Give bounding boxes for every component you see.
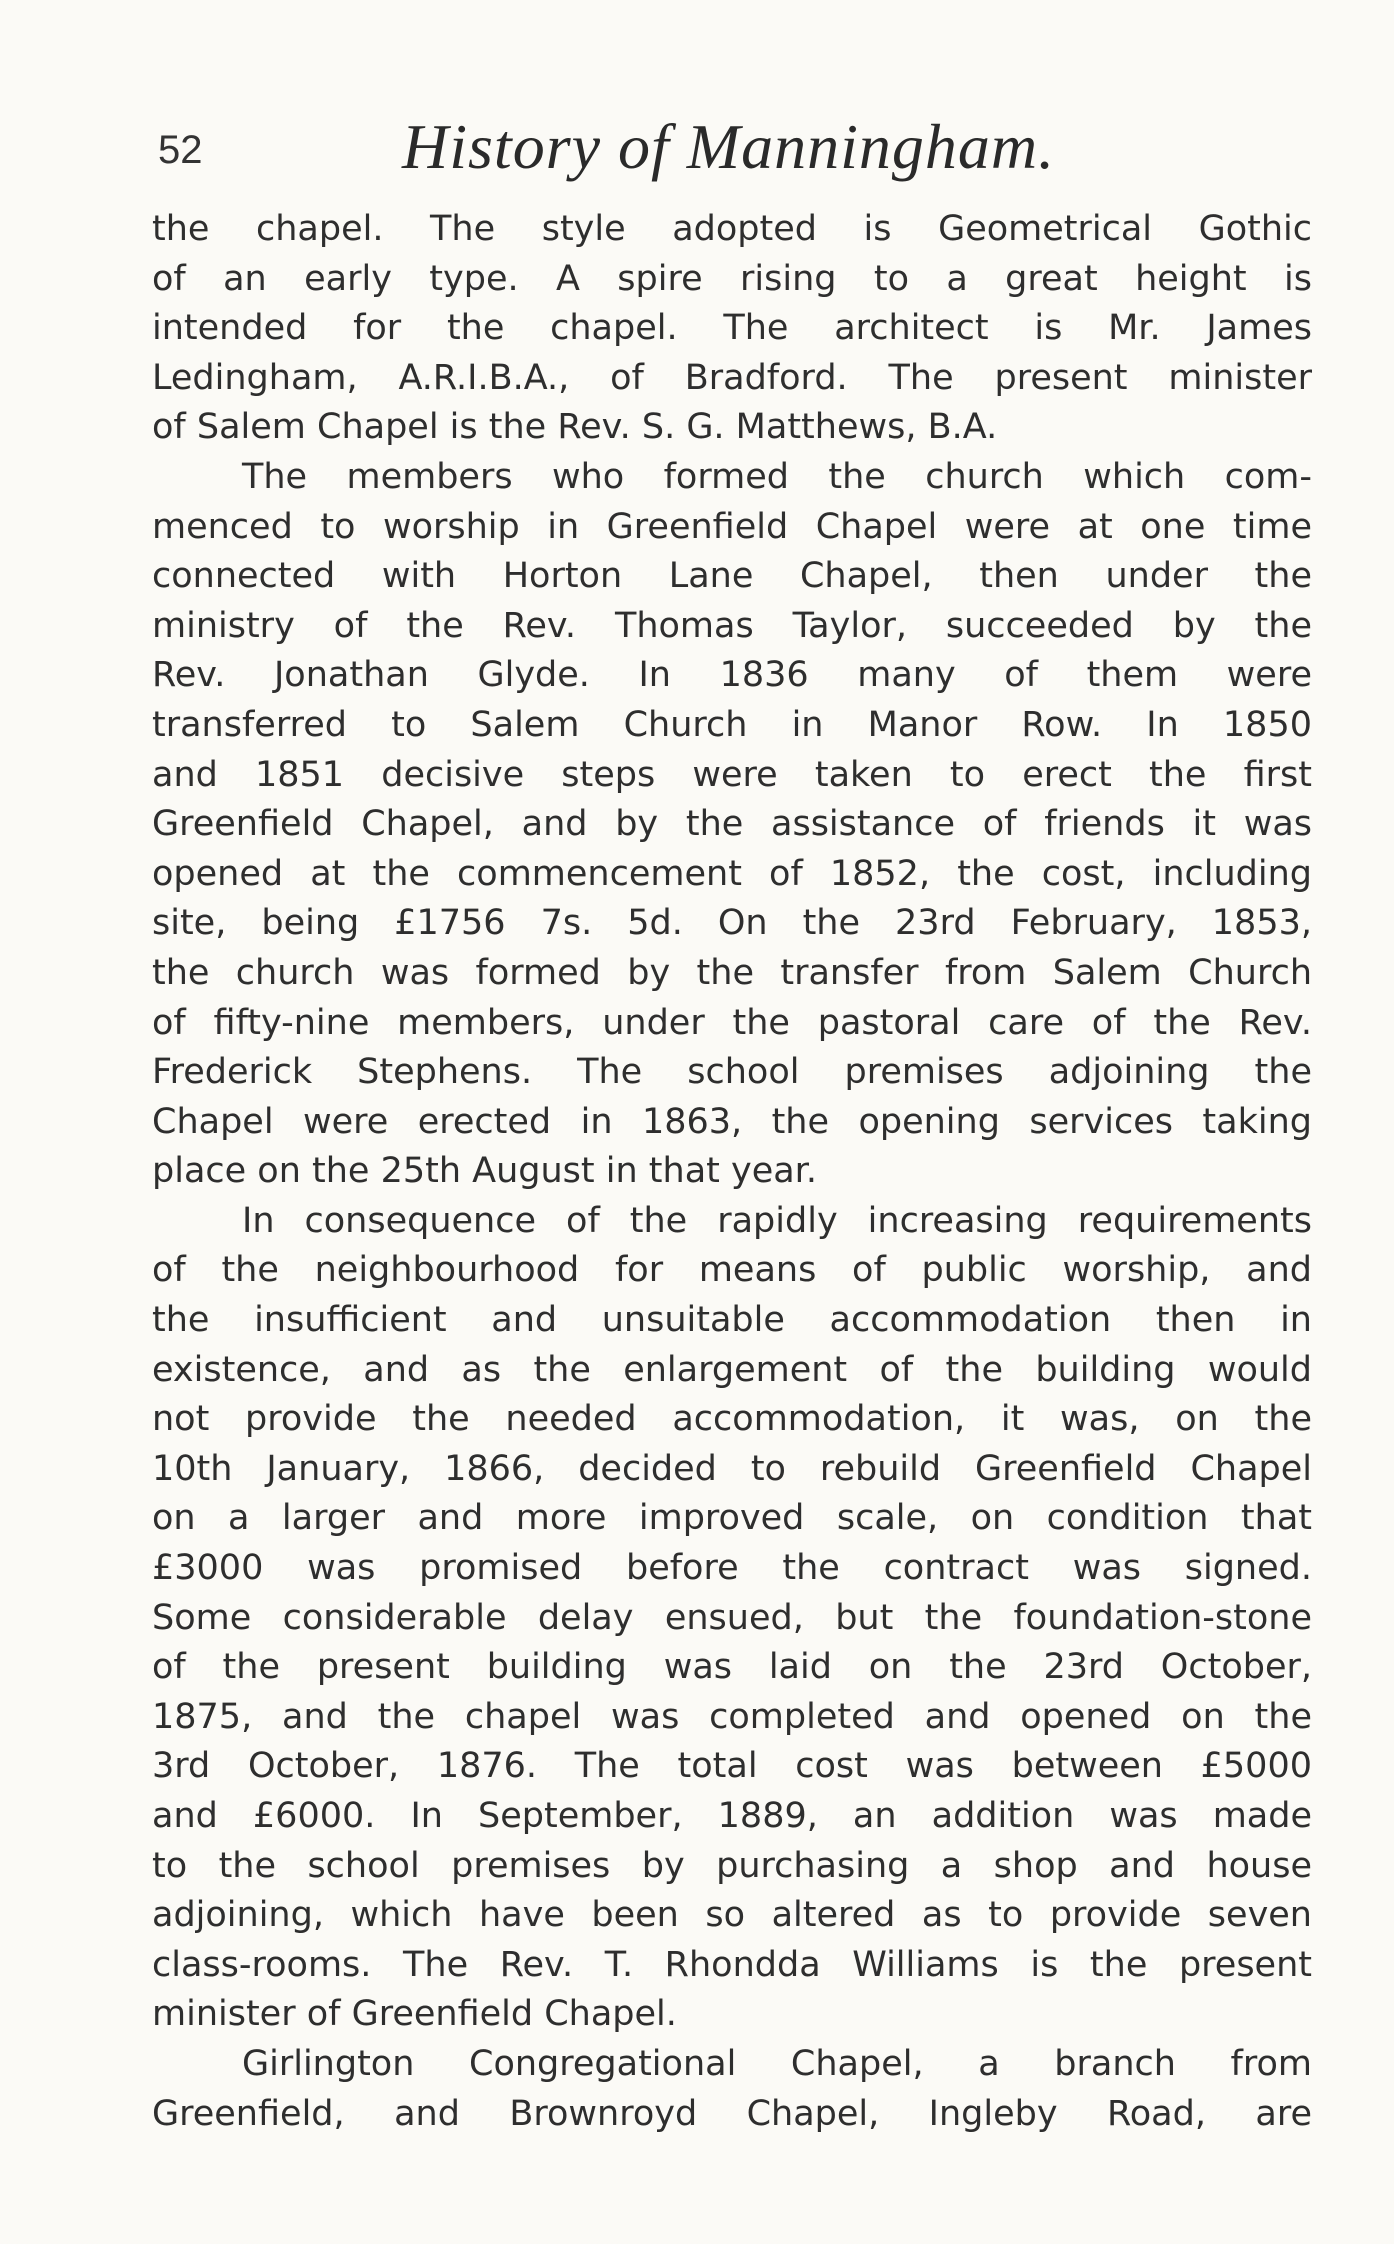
text-line: Ledingham, A.R.I.B.A., of Bradford. The present minister <box>152 357 1312 398</box>
text-line: and £6000. In September, 1889, an addition was made <box>152 1796 1312 1836</box>
text-line: £3000 was promised before the contract was signed. <box>152 1548 1312 1589</box>
text-line: Greenfield Chapel, and by the assistance of friends it was <box>152 804 1312 845</box>
text-line: of Salem Chapel is the Rev. S. G. Matthews, B.A. <box>152 407 998 448</box>
text-line: Rev. Jonathan Glyde. In 1836 many of them were <box>152 655 1312 696</box>
text-line: ministry of the Rev. Thomas Taylor, succeeded by the <box>152 605 1312 646</box>
text-line: existence, and as the enlargement of the building would <box>152 1349 1312 1390</box>
text-line: and 1851 decisive steps were taken to erect the first <box>152 754 1312 795</box>
text-line: minister of Greenfield Chapel. <box>152 1994 677 2035</box>
text-line: Girlington Congregational Chapel, a branch from <box>242 2043 1312 2084</box>
page-number: 52 <box>158 128 203 172</box>
text-line: opened at the commencement of 1852, the cost, including <box>152 853 1312 894</box>
text-line: the church was formed by the transfer from Salem Church <box>152 952 1312 993</box>
text-line: menced to worship in Greenfield Chapel were at one time <box>152 506 1312 547</box>
running-head <box>152 110 1312 190</box>
text-line: intended for the chapel. The architect is Mr. James <box>152 308 1312 349</box>
text-line: of the neighbourhood for means of public worship, and <box>152 1250 1312 1291</box>
text-line: Some considerable delay ensued, but the foundation-stone <box>152 1597 1312 1638</box>
text-line: the chapel. The style adopted is Geometrical Gothic <box>152 209 1312 249</box>
text-line: 1875, and the chapel was completed and opened on the <box>152 1696 1312 1737</box>
text-line: site, being £1756 7s. 5d. On the 23rd February, 1853, <box>152 903 1312 944</box>
text-line: the insufficient and unsuitable accommodation then in <box>152 1300 1312 1341</box>
text-line: of an early type. A spire rising to a great height is <box>152 258 1312 299</box>
text-line: In consequence of the rapidly increasing requirements <box>242 1200 1312 1241</box>
text-line: Greenfield, and Brownroyd Chapel, Ingleby Road, are <box>152 2093 1312 2134</box>
text-line: place on the 25th August in that year. <box>152 1151 817 1192</box>
text-line: 10th January, 1866, decided to rebuild Greenfield Chapel <box>152 1448 1312 1489</box>
text-line: Frederick Stephens. The school premises adjoining the <box>152 1052 1312 1093</box>
text-line: of the present building was laid on the 23rd October, <box>152 1647 1312 1688</box>
text-line: to the school premises by purchasing a shop and house <box>152 1845 1312 1886</box>
text-line: connected with Horton Lane Chapel, then under the <box>152 556 1312 597</box>
text-line: 3rd October, 1876. The total cost was between £5000 <box>152 1746 1312 1787</box>
text-line: Chapel were erected in 1863, the opening services taking <box>152 1101 1312 1142</box>
text-line: of fifty-nine members, under the pastoral care of the Rev. <box>152 1002 1312 1043</box>
text-line: transferred to Salem Church in Manor Row. In 1850 <box>152 704 1312 745</box>
text-line: on a larger and more improved scale, on condition that <box>152 1498 1312 1539</box>
text-line: not provide the needed accommodation, it was, on the <box>152 1399 1312 1440</box>
book-page <box>152 110 1312 2150</box>
body-text <box>152 205 1312 2139</box>
text-line: class-rooms. The Rev. T. Rhondda Williams is the present <box>152 1944 1312 1985</box>
page-title: History of Manningham. <box>402 111 1056 182</box>
text-line: adjoining, which have been so altered as to provide seven <box>152 1895 1312 1936</box>
text-line: The members who formed the church which com- <box>242 456 1312 497</box>
